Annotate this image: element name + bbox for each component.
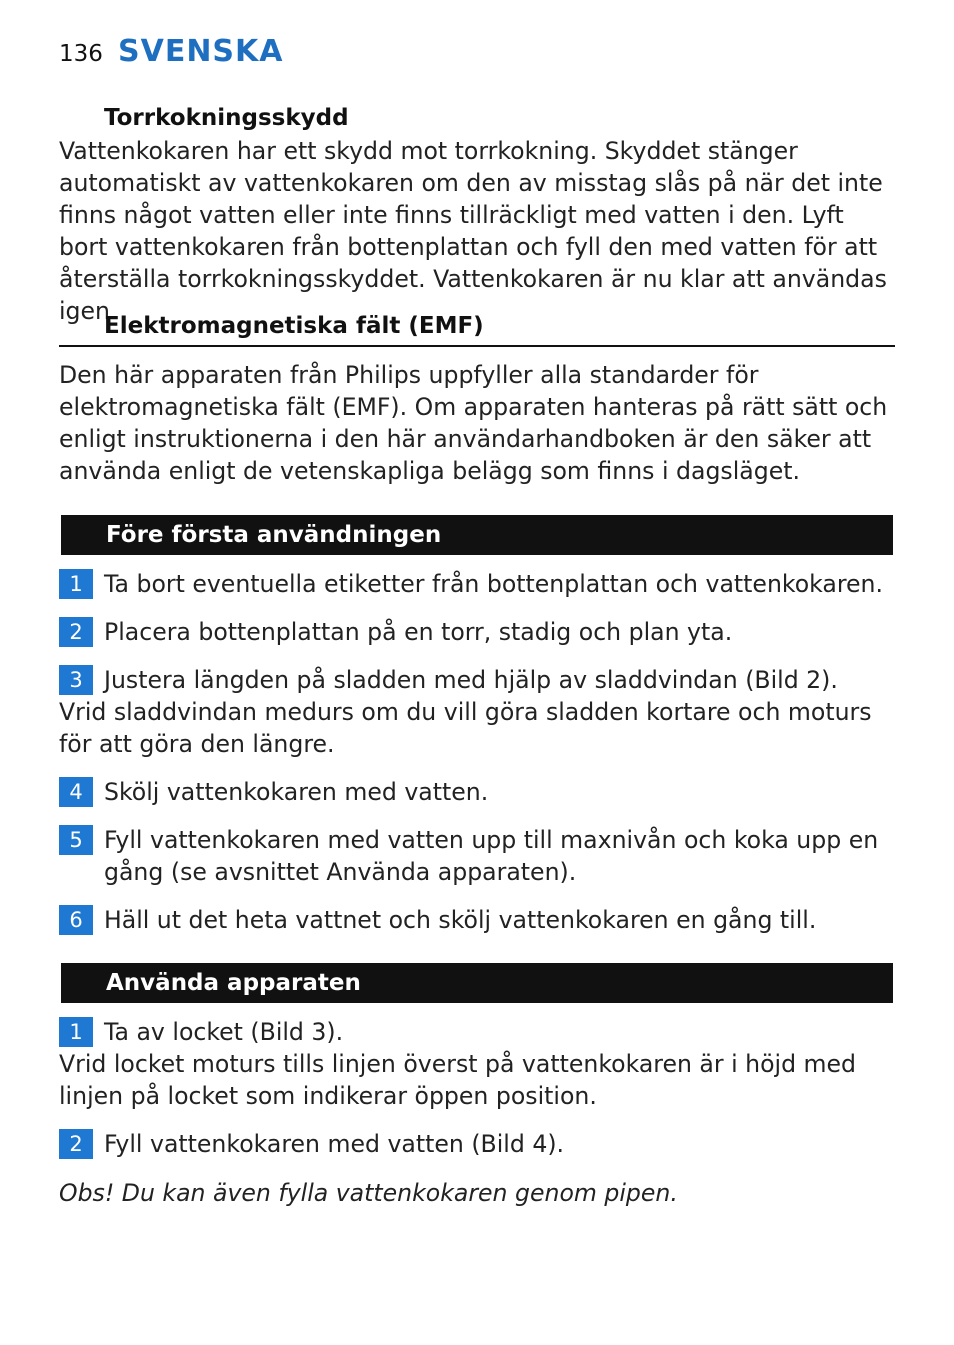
- step-number-badge: 4: [59, 777, 93, 807]
- step-number-badge: 3: [59, 665, 93, 695]
- step-text: Fyll vattenkokaren med vatten upp till maxnivån och koka upp en gång (se avsnittet Använda apparaten).: [104, 826, 879, 886]
- using-appliance-heading: Använda apparaten: [106, 970, 361, 996]
- step-text: Justera längden på sladden med hjälp av sladdvindan (Bild 2).: [104, 666, 838, 694]
- step-number-badge: 1: [59, 1017, 93, 1047]
- note-text: Obs! Du kan även fylla vattenkokaren genom pipen.: [59, 1179, 678, 1207]
- step-text: Ta av locket (Bild 3).: [104, 1018, 344, 1046]
- dry-boil-heading: Torrkokningsskydd: [104, 105, 349, 131]
- emf-heading: Elektromagnetiska fält (EMF): [104, 313, 484, 339]
- step-number-badge: 2: [59, 1129, 93, 1159]
- language-title: SVENSKA: [118, 34, 284, 69]
- step-text: Ta bort eventuella etiketter från bottenplattan och vattenkokaren.: [104, 570, 884, 598]
- step-number-badge: 2: [59, 617, 93, 647]
- step-detail-text: Vrid locket moturs tills linjen överst på vattenkokaren är i höjd med linjen på locket som indikerar öppen position.: [59, 1050, 857, 1110]
- step-detail-text: Vrid sladdvindan medurs om du vill göra sladden kortare och moturs för att göra den längre.: [59, 698, 872, 758]
- dry-boil-text: Vattenkokaren har ett skydd mot torrkokning. Skyddet stänger automatiskt av vattenkokaren om den av misstag slås på när det inte finns något vatten eller inte finns tillräckligt med vatten i den. Lyft bort vattenkokaren från bottenplattan och fyll den med vatten för att återställa torrkokningsskyddet. Vattenkokaren är nu klar att användas igen.: [59, 137, 887, 325]
- before-first-use-bar: [61, 515, 893, 555]
- step-text: Placera bottenplattan på en torr, stadig och plan yta.: [104, 618, 733, 646]
- step-text: Skölj vattenkokaren med vatten.: [104, 778, 489, 806]
- before-first-use-heading: Före första användningen: [106, 522, 442, 548]
- step-text: Fyll vattenkokaren med vatten (Bild 4).: [104, 1130, 565, 1158]
- page-number: 136: [59, 41, 103, 67]
- step-number-badge: 5: [59, 825, 93, 855]
- step-number-badge: 6: [59, 905, 93, 935]
- step-text: Häll ut det heta vattnet och skölj vattenkokaren en gång till.: [104, 906, 817, 934]
- emf-divider: [59, 345, 895, 347]
- using-appliance-bar: [61, 963, 893, 1003]
- emf-text: Den här apparaten från Philips uppfyller alla standarder för elektromagnetiska fält (EMF). Om apparaten hanteras på rätt sätt och enligt instruktionerna i den här användarhandboken är den säker att använda enligt de vetenskapliga belägg som finns i dagsläget.: [59, 361, 888, 485]
- step-number-badge: 1: [59, 569, 93, 599]
